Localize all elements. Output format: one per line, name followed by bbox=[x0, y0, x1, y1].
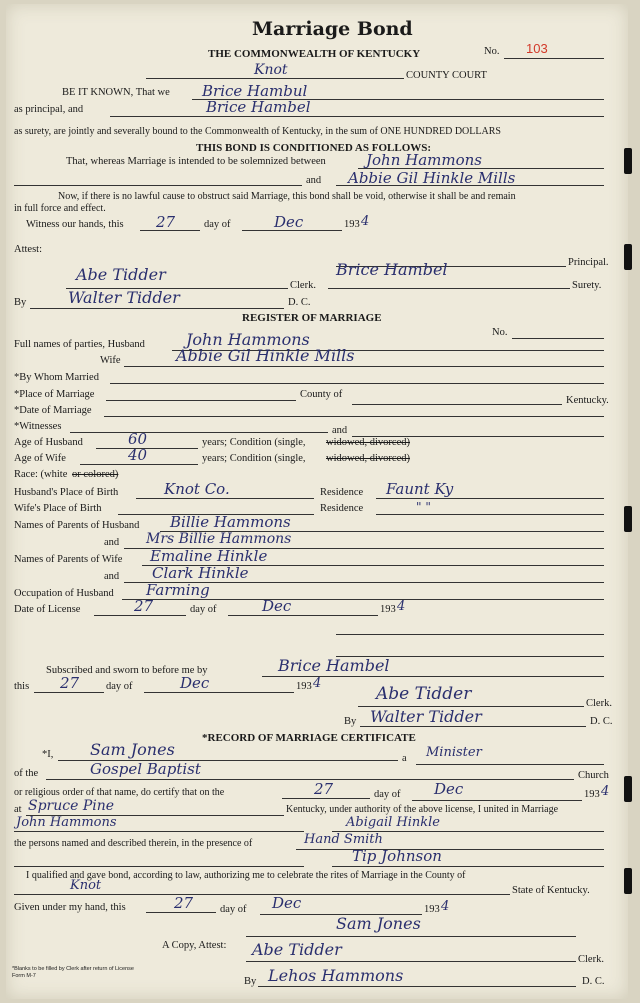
rule bbox=[242, 230, 342, 231]
rule bbox=[352, 404, 562, 405]
marriage-place: Spruce Pine bbox=[28, 798, 115, 814]
binder-tab bbox=[624, 776, 632, 802]
rule bbox=[258, 986, 576, 987]
register-clerk-signature: Abe Tidder bbox=[376, 684, 472, 704]
rule bbox=[336, 634, 604, 635]
rule bbox=[336, 185, 604, 186]
bond-clerk-signature: Abe Tidder bbox=[76, 265, 166, 284]
rule bbox=[14, 831, 304, 832]
party1-name: John Hammons bbox=[366, 151, 482, 169]
rule bbox=[14, 185, 302, 186]
parents-wife-and: and bbox=[104, 571, 120, 582]
minister-title: Minister bbox=[426, 745, 482, 760]
cert-year-digit: 4 bbox=[601, 784, 610, 799]
husband-name: John Hammons bbox=[186, 330, 310, 349]
given-day: 27 bbox=[174, 894, 194, 912]
surety-label: Surety. bbox=[572, 280, 602, 291]
bond-surety-signature: Brice Hambel bbox=[336, 260, 448, 279]
license-day: 27 bbox=[134, 597, 154, 615]
cert-clerk-signature: Abe Tidder bbox=[252, 940, 342, 959]
sub-year-prefix: 193 bbox=[296, 681, 312, 692]
full-names-label: Full names of parties, Husband bbox=[14, 339, 145, 350]
cert-county: Knot bbox=[70, 878, 102, 893]
county-value: Knot bbox=[254, 62, 288, 78]
copy-attest-label: A Copy, Attest: bbox=[162, 940, 227, 951]
register-clerk-label: Clerk. bbox=[586, 698, 612, 709]
rule bbox=[416, 764, 604, 765]
age-wife-label: Age of Wife bbox=[14, 453, 66, 464]
now-if-text: Now, if there is no lawful cause to obstruct said Marriage, this bond shall be void, otherwise it shall be and remain bbox=[58, 191, 516, 202]
rule bbox=[412, 800, 582, 801]
license-year-digit: 4 bbox=[397, 599, 406, 614]
by-whom-label: *By Whom Married bbox=[14, 372, 99, 383]
document-title: Marriage Bond bbox=[252, 18, 413, 40]
surety-text: as surety, are jointly and severally bound to the Commonwealth of Kentucky, in the sum of ONE HUNDRED DOLLARS bbox=[14, 126, 501, 137]
witness-day: 27 bbox=[156, 213, 176, 231]
bond-deputy-signature: Walter Tidder bbox=[68, 288, 180, 307]
wife-label: Wife bbox=[100, 355, 121, 366]
marriage-bond-document bbox=[6, 4, 628, 999]
bride-name: Abigail Hinkle bbox=[346, 815, 440, 830]
form-number: Form M-7 bbox=[12, 973, 36, 979]
rule bbox=[14, 894, 510, 895]
husband-birth-label: Husband's Place of Birth bbox=[14, 487, 119, 498]
given-year-prefix: 193 bbox=[424, 904, 440, 915]
license-month: Dec bbox=[262, 597, 292, 615]
as-principal-label: as principal, and bbox=[14, 104, 84, 115]
occupation-label: Occupation of Husband bbox=[14, 588, 114, 599]
given-year-digit: 4 bbox=[441, 899, 450, 914]
rule bbox=[46, 779, 574, 780]
rule bbox=[512, 338, 604, 339]
rule bbox=[360, 726, 586, 727]
race-label: Race: (white bbox=[14, 469, 68, 480]
cert-month: Dec bbox=[434, 780, 464, 798]
wife-condition-label: years; Condition (single, bbox=[202, 453, 306, 464]
given-month: Dec bbox=[272, 894, 302, 912]
place-of-marriage-label: *Place of Marriage bbox=[14, 389, 95, 400]
rule bbox=[146, 912, 216, 913]
cert-dc-label: D. C. bbox=[582, 976, 605, 987]
rule bbox=[228, 615, 378, 616]
cert-i-label: *I, bbox=[42, 749, 54, 760]
qualified-text: I qualified and gave bond, according to law, authorizing me to celebrate the rites of Marriage in the County of bbox=[26, 870, 466, 881]
cert-year-prefix: 193 bbox=[584, 789, 600, 800]
attest-label: Attest: bbox=[14, 244, 42, 255]
certify-text: or religious order of that name, do certify that on the bbox=[14, 787, 225, 798]
by-label: By bbox=[14, 297, 27, 308]
rule bbox=[122, 599, 604, 600]
witness-year-digit: 4 bbox=[361, 214, 370, 229]
rule bbox=[144, 692, 294, 693]
mother-husband: Mrs Billie Hammons bbox=[146, 531, 292, 547]
subscribed-label: Subscribed and sworn to before me by bbox=[46, 665, 208, 676]
age-husband-label: Age of Husband bbox=[14, 437, 83, 448]
rule bbox=[124, 366, 604, 367]
persons-text: the persons named and described therein, in the presence of bbox=[14, 838, 253, 849]
cert-clerk-label: Clerk. bbox=[578, 954, 604, 965]
rule bbox=[328, 288, 570, 289]
rule bbox=[282, 798, 370, 799]
sub-day-of: day of bbox=[106, 681, 133, 692]
age-wife-value: 40 bbox=[128, 446, 148, 464]
cert-day-of: day of bbox=[374, 789, 401, 800]
footnote: *Blanks to be filled by Clerk after return of License bbox=[12, 966, 134, 972]
binder-tab bbox=[624, 148, 632, 174]
rule bbox=[14, 866, 304, 867]
rule bbox=[146, 78, 404, 79]
cert-deputy-signature: Lehos Hammons bbox=[268, 966, 404, 985]
wife-residence-value: " " bbox=[416, 500, 431, 514]
clerk-label: Clerk. bbox=[290, 280, 316, 291]
witness1-name: Hand Smith bbox=[304, 832, 383, 847]
certificate-heading: *RECORD OF MARRIAGE CERTIFICATE bbox=[202, 732, 416, 744]
husband-residence-label: Residence bbox=[320, 487, 364, 498]
principal-label: Principal. bbox=[568, 257, 609, 268]
rule bbox=[296, 849, 604, 850]
binder-tab bbox=[624, 868, 632, 894]
rule bbox=[136, 498, 314, 499]
race-or-colored: or colored) bbox=[72, 469, 119, 480]
sub-day: 27 bbox=[60, 674, 80, 692]
cert-day: 27 bbox=[314, 780, 334, 798]
father-husband: Billie Hammons bbox=[170, 513, 291, 531]
register-deputy-signature: Walter Tidder bbox=[370, 707, 482, 726]
license-label: Date of License bbox=[14, 604, 81, 615]
rule bbox=[376, 498, 604, 499]
husband-residence-value: Faunt Ky bbox=[386, 480, 454, 498]
church-label: Church bbox=[578, 770, 609, 781]
rule bbox=[332, 866, 604, 867]
witnesses-and-label: and bbox=[332, 425, 348, 436]
husband-birth-value: Knot Co. bbox=[164, 480, 230, 498]
given-day-of: day of bbox=[220, 904, 247, 915]
county-court-label: COUNTY COURT bbox=[406, 70, 487, 81]
rule bbox=[246, 961, 576, 962]
full-force-text: in full force and effect. bbox=[14, 203, 106, 214]
given-label: Given under my hand, this bbox=[14, 902, 126, 913]
witnesses-label: *Witnesses bbox=[14, 421, 62, 432]
mother-wife: Clark Hinkle bbox=[152, 564, 249, 582]
principal-name: Brice Hambul bbox=[202, 82, 308, 100]
date-of-marriage-label: *Date of Marriage bbox=[14, 405, 92, 416]
license-day-of: day of bbox=[190, 604, 217, 615]
witness-month: Dec bbox=[274, 213, 304, 231]
kentucky-authority-text: Kentucky, under authority of the above license, I united in Marriage bbox=[286, 804, 559, 815]
be-it-known-label: BE IT KNOWN, That we bbox=[62, 87, 170, 98]
rule bbox=[140, 230, 200, 231]
conditioned-heading: THIS BOND IS CONDITIONED AS FOLLOWS: bbox=[196, 142, 432, 154]
year-prefix: 193 bbox=[344, 219, 360, 230]
sub-year-digit: 4 bbox=[313, 676, 322, 691]
groom-name: John Hammons bbox=[16, 815, 117, 830]
parents-husband-and: and bbox=[104, 537, 120, 548]
day-of-label: day of bbox=[204, 219, 231, 230]
rule bbox=[30, 308, 284, 309]
rule bbox=[376, 514, 604, 515]
cert-a-label: a bbox=[402, 753, 407, 764]
cert-by-label: By bbox=[244, 976, 257, 987]
age-husband-value: 60 bbox=[128, 430, 148, 448]
parents-husband-label: Names of Parents of Husband bbox=[14, 520, 140, 531]
rule bbox=[94, 615, 186, 616]
occupation-value: Farming bbox=[146, 581, 210, 599]
county-of-label: County of bbox=[300, 389, 343, 400]
rule bbox=[34, 692, 104, 693]
husband-condition-label: years; Condition (single, bbox=[202, 437, 306, 448]
minister-signature: Sam Jones bbox=[336, 914, 421, 933]
rule bbox=[104, 416, 604, 417]
father-wife: Emaline Hinkle bbox=[150, 547, 268, 565]
dc-label: D. C. bbox=[288, 297, 311, 308]
rule bbox=[70, 432, 328, 433]
binder-tab bbox=[624, 244, 632, 270]
rule bbox=[110, 383, 604, 384]
of-the-label: of the bbox=[14, 768, 39, 779]
at-label: at bbox=[14, 804, 22, 815]
register-heading: REGISTER OF MARRIAGE bbox=[242, 312, 382, 324]
sub-this-label: this bbox=[14, 681, 30, 692]
and-label: and bbox=[306, 175, 322, 186]
wife-widowed-divorced: widowed, divorced) bbox=[326, 453, 410, 464]
surety-name: Brice Hambel bbox=[206, 98, 311, 116]
whereas-text: That, whereas Marriage is intended to be solemnized between bbox=[66, 156, 326, 167]
rule bbox=[504, 58, 604, 59]
binder-tab bbox=[624, 506, 632, 532]
parents-wife-label: Names of Parents of Wife bbox=[14, 554, 123, 565]
party2-name: Abbie Gil Hinkle Mills bbox=[348, 169, 516, 187]
rule bbox=[80, 464, 198, 465]
commonwealth-heading: THE COMMONWEALTH OF KENTUCKY bbox=[208, 48, 421, 60]
rule bbox=[106, 400, 296, 401]
minister-name: Sam Jones bbox=[90, 740, 175, 759]
kentucky-label: Kentucky. bbox=[566, 395, 609, 406]
license-year-prefix: 193 bbox=[380, 604, 396, 615]
church-name: Gospel Baptist bbox=[90, 760, 201, 778]
wife-name: Abbie Gil Hinkle Mills bbox=[176, 346, 355, 365]
husband-widowed-divorced: widowed, divorced) bbox=[326, 437, 410, 448]
register-no-label: No. bbox=[492, 327, 508, 338]
sub-month: Dec bbox=[180, 674, 210, 692]
wife-residence-label: Residence bbox=[320, 503, 364, 514]
bond-number: 103 bbox=[526, 41, 548, 56]
wife-birth-label: Wife's Place of Birth bbox=[14, 503, 102, 514]
subscriber-name: Brice Hambel bbox=[278, 656, 390, 675]
rule bbox=[246, 936, 576, 937]
state-label: State of Kentucky. bbox=[512, 885, 590, 896]
bond-no-label: No. bbox=[484, 46, 500, 57]
witness2-name: Tip Johnson bbox=[352, 847, 442, 865]
witness-label: Witness our hands, this bbox=[26, 219, 124, 230]
register-by-label: By bbox=[344, 716, 357, 727]
register-dc-label: D. C. bbox=[590, 716, 613, 727]
rule bbox=[110, 116, 604, 117]
